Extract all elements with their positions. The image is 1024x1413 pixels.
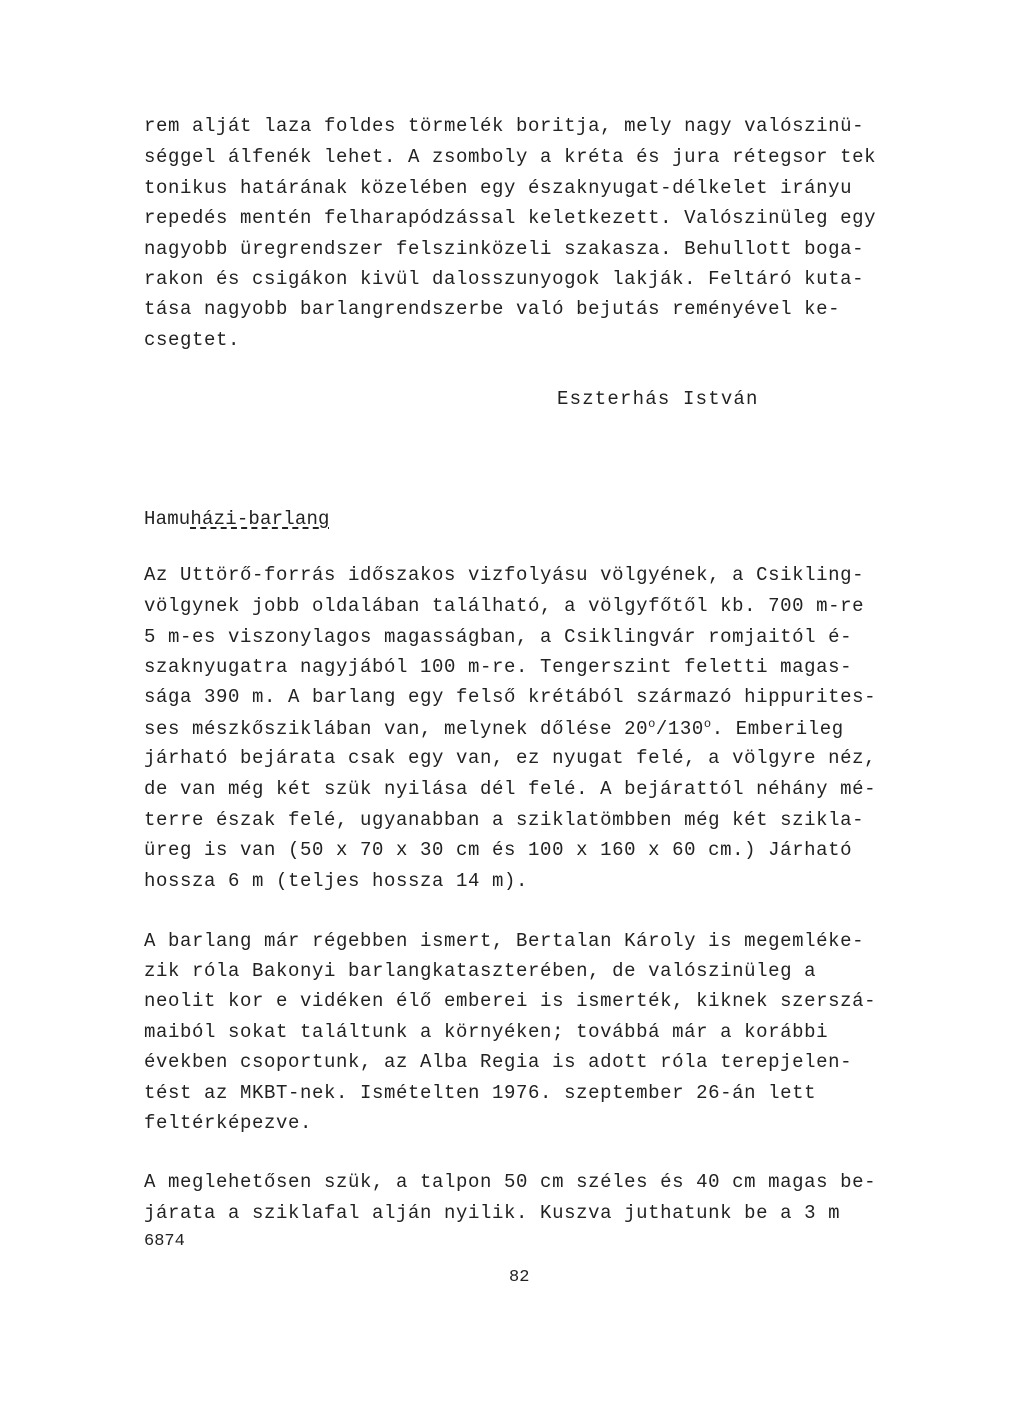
heading-underlined: házi-barlang — [190, 508, 330, 530]
text-line: járható bejárata csak egy van, ez nyugat felé, a völgyre néz, — [144, 747, 877, 769]
author-name: Eszterhás István — [557, 388, 759, 410]
heading-prefix: Hamu — [144, 508, 191, 530]
degree-sign: o — [648, 717, 656, 731]
text-line: nagyobb üregrendszer felszinközeli szakasza. Behullott boga- — [144, 238, 865, 260]
text-line: tása nagyobb barlangrendszerbe való bejutás reményével ke- — [144, 298, 841, 320]
text-line: csegtet. — [144, 329, 241, 351]
degree-sign: o — [703, 717, 712, 731]
text-line: völgynek jobb oldalában található, a völgyfőtől kb. 700 m-re — [144, 595, 865, 617]
text-line: A barlang már régebben ismert, Bertalan Károly is megemléke- — [144, 930, 865, 952]
text-line: de van még két szük nyilása dél felé. A bejárattól néhány mé- — [144, 778, 877, 800]
text-line: rakon és csigákon kivül dalosszunyogok lakják. Feltáró kuta- — [144, 268, 865, 290]
dip-text-mid: /130 — [655, 718, 704, 740]
text-line: üreg is van (50 x 70 x 30 cm és 100 x 160 x 60 cm.) Járható — [144, 839, 853, 861]
dip-text-after: . Emberileg — [711, 718, 844, 740]
text-line: séggel álfenék lehet. A zsomboly a kréta és jura rétegsor tek — [144, 146, 877, 168]
text-line: repedés mentén felharapódzással keletkezett. Valószinüleg egy — [144, 207, 877, 229]
text-line: terre észak felé, ugyanabban a sziklatömbben még két szikla- — [144, 809, 865, 831]
text-line: feltérképezve. — [144, 1112, 313, 1134]
text-line: hossza 6 m (teljes hossza 14 m). — [144, 870, 529, 892]
text-line: zik róla Bakonyi barlangkataszterében, de valószinüleg a — [144, 960, 817, 982]
text-line: neolit kor e vidéken élő emberei is ismerték, kiknek szerszá- — [144, 990, 877, 1012]
text-line: rem alját laza foldes törmelék boritja, mely nagy valószinü- — [144, 115, 865, 137]
text-line: A meglehetősen szük, a talpon 50 cm széles és 40 cm magas be- — [144, 1171, 877, 1193]
section-heading — [144, 508, 330, 530]
page-number: 82 — [509, 1268, 530, 1287]
text-line: sága 390 m. A barlang egy felső krétából származó hippurites- — [144, 686, 877, 708]
text-line-dip — [144, 718, 844, 739]
text-line: maiból sokat találtunk a környéken; továbbá már a korábbi — [144, 1021, 829, 1043]
text-line: tést az MKBT-nek. Ismételten 1976. szeptember 26-án lett — [144, 1082, 817, 1104]
text-line: években csoportunk, az Alba Regia is adott róla terepjelen- — [144, 1051, 853, 1073]
dip-text-before: ses mészkősziklában van, melynek dőlése 20 — [144, 718, 649, 740]
text-line: tonikus határának közelében egy északnyugat-délkelet irányu — [144, 177, 853, 199]
text-line: Az Uttörő-forrás időszakos vizfolyásu völgyének, a Csikling- — [144, 564, 865, 586]
text-line: járata a sziklafal alján nyilik. Kuszva juthatunk be a 3 m — [144, 1202, 841, 1224]
document-code: 6874 — [144, 1232, 185, 1251]
text-line: szaknyugatra nagyjából 100 m-re. Tengerszint feletti magas- — [144, 656, 853, 678]
text-line: 5 m-es viszonylagos magasságban, a Csiklingvár romjaitól é- — [144, 626, 853, 648]
